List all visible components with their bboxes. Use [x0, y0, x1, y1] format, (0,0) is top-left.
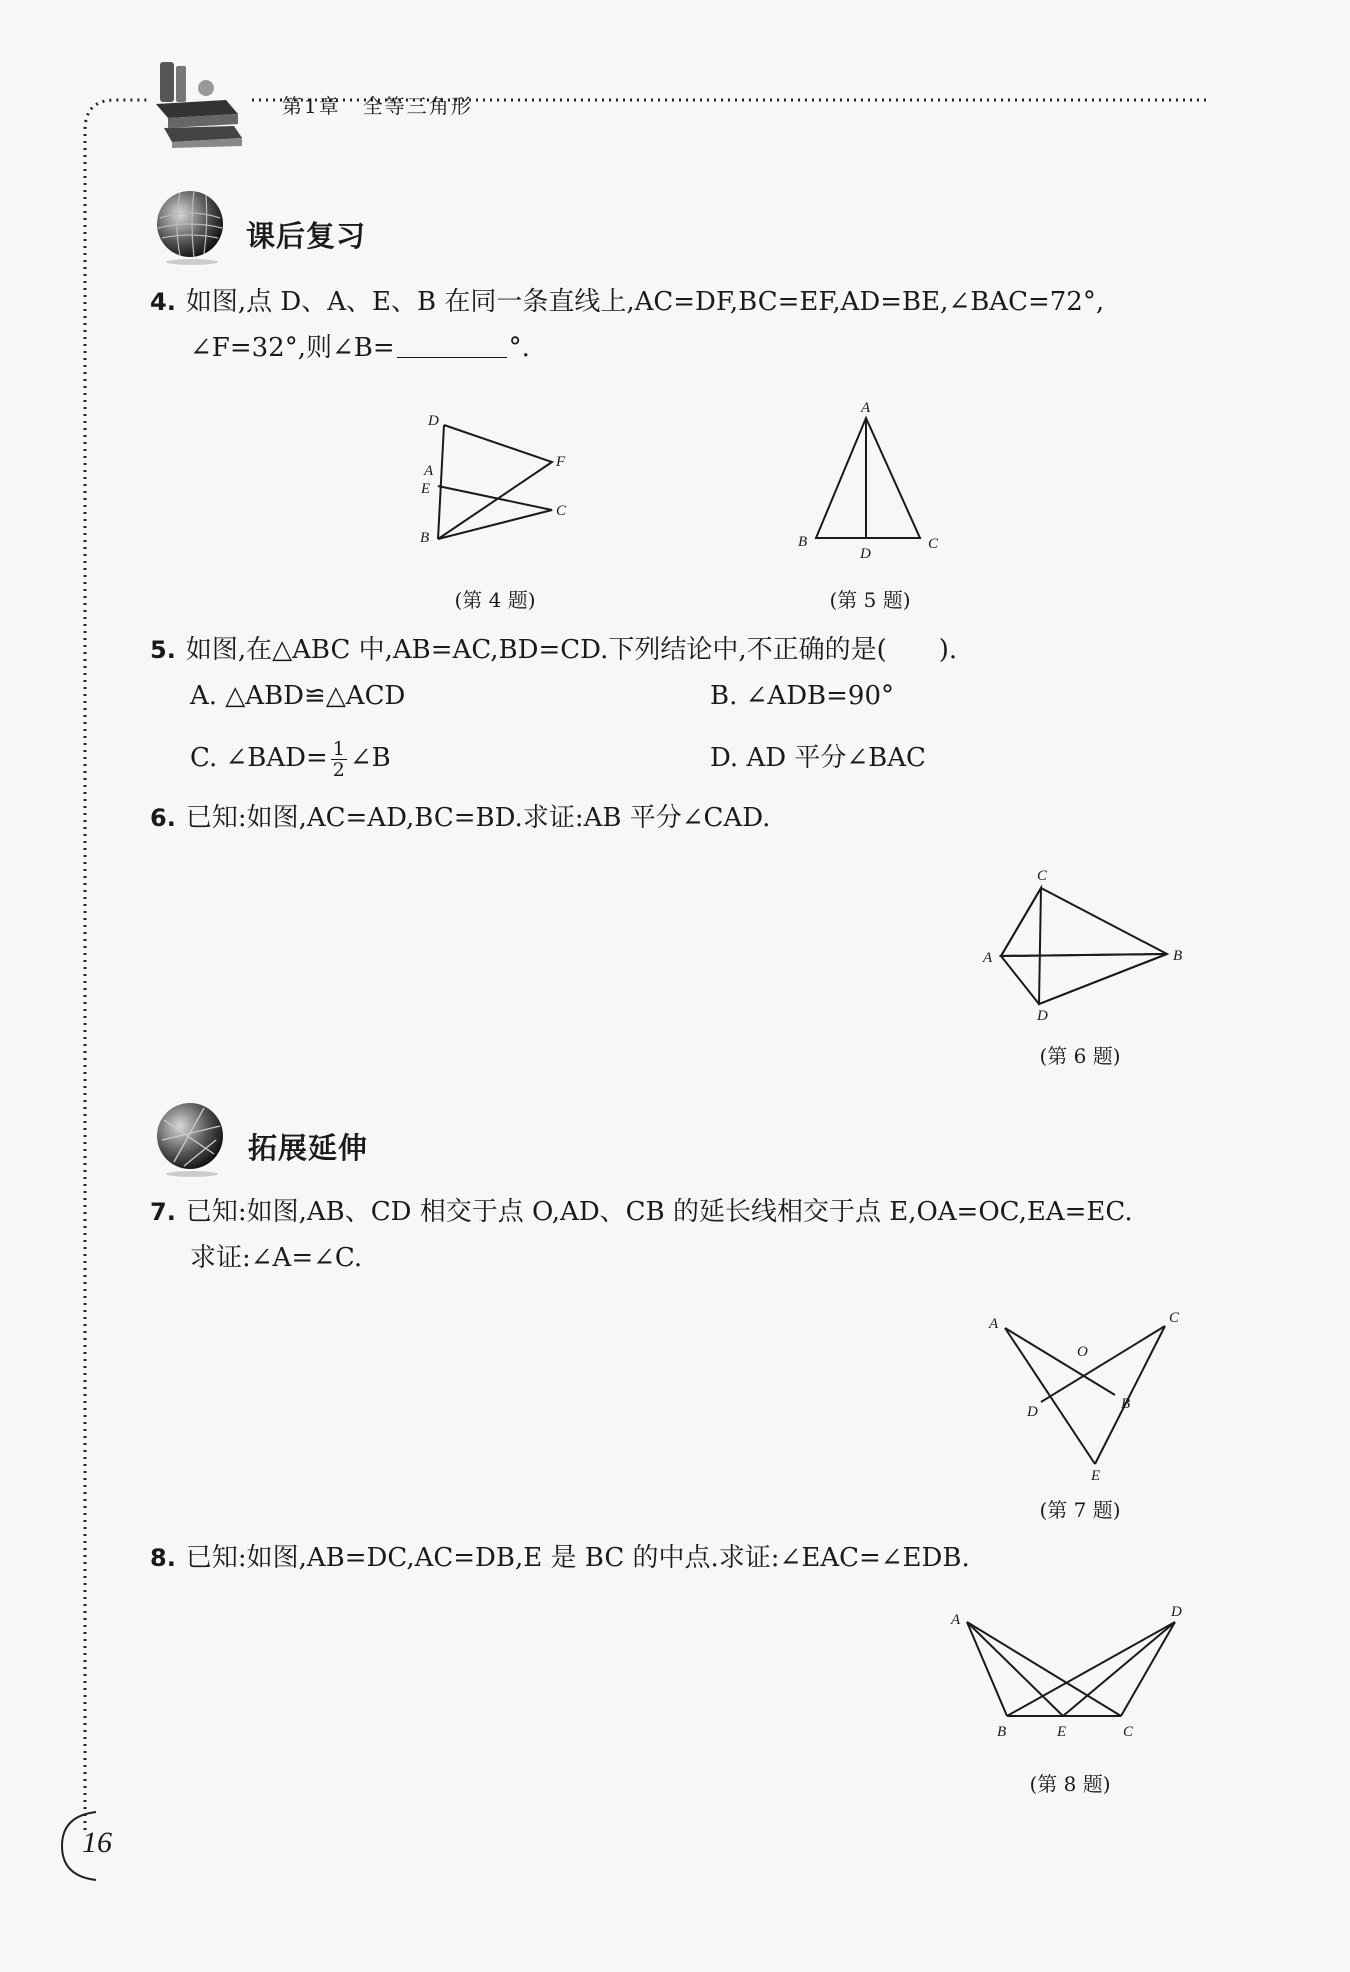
option-text: ∠B [349, 743, 391, 773]
caption-fig8: (第 8 题) [1029, 1772, 1111, 1796]
chapter-header: 第1章 全等三角形 [282, 94, 473, 118]
question-number: 8. [150, 1544, 176, 1572]
question-8 [150, 1536, 970, 1580]
fig8-label-B: B [997, 1724, 1007, 1740]
fig4-label-E: E [421, 481, 431, 497]
option-A[interactable]: A. △ABD≌△ACD [190, 681, 406, 711]
question-7 [150, 1190, 1133, 1234]
question-7-line2: 求证:∠A=∠C. [190, 1243, 363, 1273]
question-text: 已知:如图,AB=DC,AC=DB,E 是 BC 的中点.求证:∠EAC=∠EDB. [185, 1543, 970, 1573]
fig5-triangle [816, 418, 920, 538]
question-text: 如图,在△ABC 中,AB=AC,BD=CD.下列结论中,不正确的是( ). [185, 635, 958, 665]
fraction: $\frac{1}{2}$ [332, 737, 345, 781]
question-text: 已知:如图,AB、CD 相交于点 O,AD、CB 的延长线相交于点 E,OA=OC,EA=EC. [185, 1197, 1133, 1227]
question-number: 7. [150, 1198, 176, 1226]
fig6-label-B: B [1173, 948, 1183, 964]
question-6 [150, 796, 770, 840]
globe-icon [154, 1100, 226, 1178]
option-B[interactable]: B. ∠ADB=90° [710, 681, 895, 711]
fig5-label-C: C [928, 536, 939, 552]
fig8-label-C: C [1123, 1724, 1134, 1740]
fig4-line [438, 425, 444, 539]
question-number: 4. [150, 288, 176, 316]
caption-fig5: (第 5 题) [829, 588, 911, 612]
figure-8 [945, 1600, 1195, 1750]
fig4-segment [438, 425, 552, 539]
question-5 [150, 628, 957, 672]
fig7-label-C: C [1169, 1310, 1180, 1326]
fig6-label-D: D [1037, 1008, 1048, 1024]
fig8-label-E: E [1057, 1724, 1067, 1740]
fig8-label-D: D [1171, 1604, 1182, 1620]
caption-fig6: (第 6 题) [1039, 1044, 1121, 1068]
fig7-label-A: A [989, 1316, 999, 1332]
fig8-AB [967, 1622, 1007, 1716]
option-C[interactable] [190, 736, 391, 780]
fig4-label-D: D [428, 413, 439, 429]
fig8-DB [1007, 1622, 1175, 1716]
fig7-label-D: D [1027, 1404, 1038, 1420]
option-text: C. ∠BAD= [190, 743, 328, 773]
caption-fig4: (第 4 题) [454, 588, 536, 612]
figure-4 [410, 400, 580, 550]
option-D[interactable]: D. AD 平分∠BAC [710, 743, 926, 773]
caption-fig7: (第 7 题) [1039, 1498, 1121, 1522]
answer-blank[interactable] [397, 333, 507, 358]
fig4-label-B: B [420, 530, 430, 546]
fig4-label-F: F [556, 454, 566, 470]
page-number: 16 [82, 1826, 112, 1859]
fig6-label-C: C [1037, 868, 1048, 884]
fig7-label-E: E [1091, 1468, 1101, 1480]
fig7-label-B: B [1121, 1396, 1131, 1412]
question-text: ∠F=32°,则∠B= [190, 333, 395, 363]
fig6-label-A: A [983, 950, 993, 966]
book-stack-icon [146, 58, 246, 148]
fig8-DE [1063, 1622, 1175, 1716]
figure-7 [975, 1300, 1185, 1480]
question-number: 6. [150, 804, 176, 832]
fig8-AE [967, 1622, 1063, 1716]
question-4 [150, 280, 1104, 324]
fig7-label-O: O [1077, 1344, 1088, 1360]
fig7-AB [1005, 1328, 1115, 1395]
question-text: °. [508, 333, 530, 363]
section-title-review: 课后复习 [246, 219, 367, 253]
globe-icon [154, 188, 226, 266]
question-text: 已知:如图,AC=AD,BC=BD.求证:AB 平分∠CAD. [185, 803, 771, 833]
figure-5 [790, 398, 960, 568]
fig4-label-C: C [556, 503, 567, 519]
figure-6 [975, 864, 1195, 1024]
question-4-line2 [190, 326, 530, 370]
question-number: 5. [150, 636, 176, 664]
fig8-label-A: A [951, 1612, 961, 1628]
fig5-label-A: A [861, 400, 871, 416]
question-text: 如图,点 D、A、E、B 在同一条直线上,AC=DF,BC=EF,AD=BE,∠BAC=72°, [185, 287, 1105, 317]
fig4-label-A: A [424, 463, 434, 479]
section-title-extension: 拓展延伸 [248, 1131, 369, 1165]
fig5-label-D: D [860, 546, 871, 562]
fig5-label-B: B [798, 534, 808, 550]
fig6-edges [1001, 888, 1167, 1004]
fig8-AC [967, 1622, 1121, 1716]
